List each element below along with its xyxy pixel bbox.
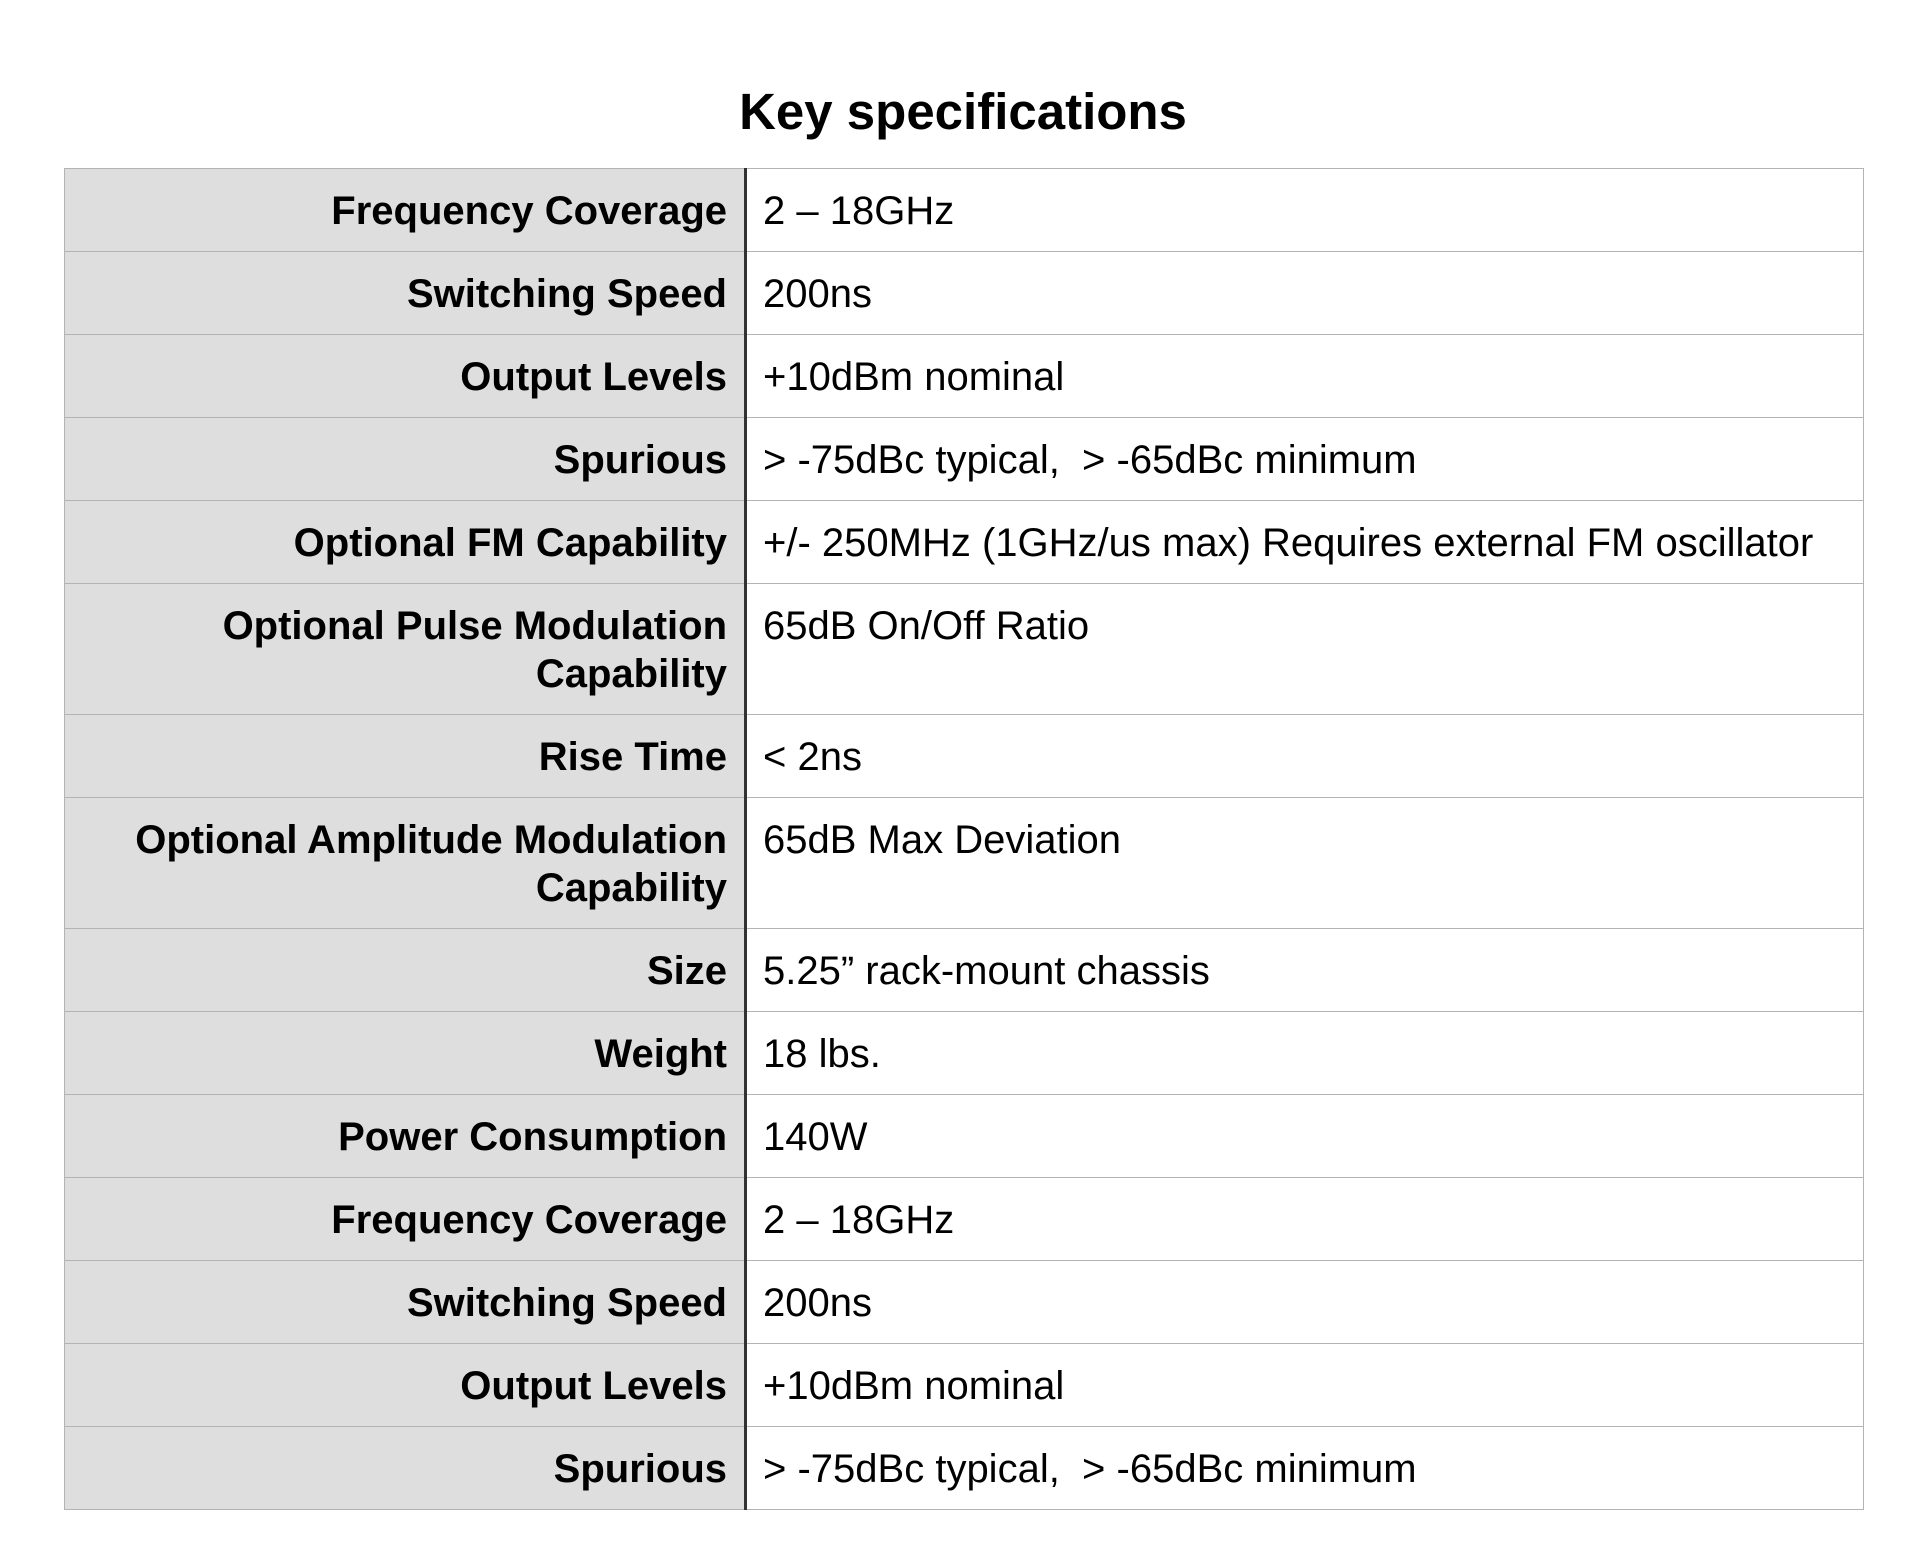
table-row	[65, 584, 1864, 715]
spec-value: 200ns	[746, 1261, 1864, 1344]
spec-value: 65dB Max Deviation	[746, 798, 1864, 929]
table-row	[65, 501, 1864, 584]
table-row	[65, 1095, 1864, 1178]
table-row	[65, 1344, 1864, 1427]
table-row	[65, 335, 1864, 418]
page-title: Key specifications	[739, 83, 1187, 140]
spec-value: 200ns	[746, 252, 1864, 335]
spec-value: 18 lbs.	[746, 1012, 1864, 1095]
spec-label: Optional Amplitude Modulation Capability	[65, 798, 746, 929]
spec-label: Switching Speed	[65, 252, 746, 335]
spec-label: Frequency Coverage	[65, 169, 746, 252]
spec-value: 2 – 18GHz	[746, 169, 1864, 252]
spec-value: +10dBm nominal	[746, 1344, 1864, 1427]
table-row	[65, 1178, 1864, 1261]
spec-label: Spurious	[65, 1427, 746, 1510]
spec-label: Size	[65, 929, 746, 1012]
spec-value: > -75dBc typical, > -65dBc minimum	[746, 1427, 1864, 1510]
spec-value: +/- 250MHz (1GHz/us max) Requires external FM oscillator	[746, 501, 1864, 584]
spec-value: 5.25” rack-mount chassis	[746, 929, 1864, 1012]
table-row	[65, 418, 1864, 501]
table-row	[65, 1012, 1864, 1095]
table-row	[65, 798, 1864, 929]
table-row	[65, 1427, 1864, 1510]
spec-label: Optional FM Capability	[65, 501, 746, 584]
spec-label: Optional Pulse Modulation Capability	[65, 584, 746, 715]
spec-label: Frequency Coverage	[65, 1178, 746, 1261]
spec-label: Spurious	[65, 418, 746, 501]
spec-value: < 2ns	[746, 715, 1864, 798]
table-row	[65, 169, 1864, 252]
spec-value: 140W	[746, 1095, 1864, 1178]
table-row	[65, 1261, 1864, 1344]
spec-value: > -75dBc typical, > -65dBc minimum	[746, 418, 1864, 501]
spec-label: Switching Speed	[65, 1261, 746, 1344]
spec-value: 2 – 18GHz	[746, 1178, 1864, 1261]
table-row	[65, 252, 1864, 335]
table-row	[65, 715, 1864, 798]
spec-value: 65dB On/Off Ratio	[746, 584, 1864, 715]
spec-table	[64, 168, 1864, 1510]
spec-label: Output Levels	[65, 1344, 746, 1427]
spec-label: Weight	[65, 1012, 746, 1095]
spec-label: Output Levels	[65, 335, 746, 418]
table-row	[65, 929, 1864, 1012]
spec-label: Rise Time	[65, 715, 746, 798]
spec-label: Power Consumption	[65, 1095, 746, 1178]
spec-value: +10dBm nominal	[746, 335, 1864, 418]
